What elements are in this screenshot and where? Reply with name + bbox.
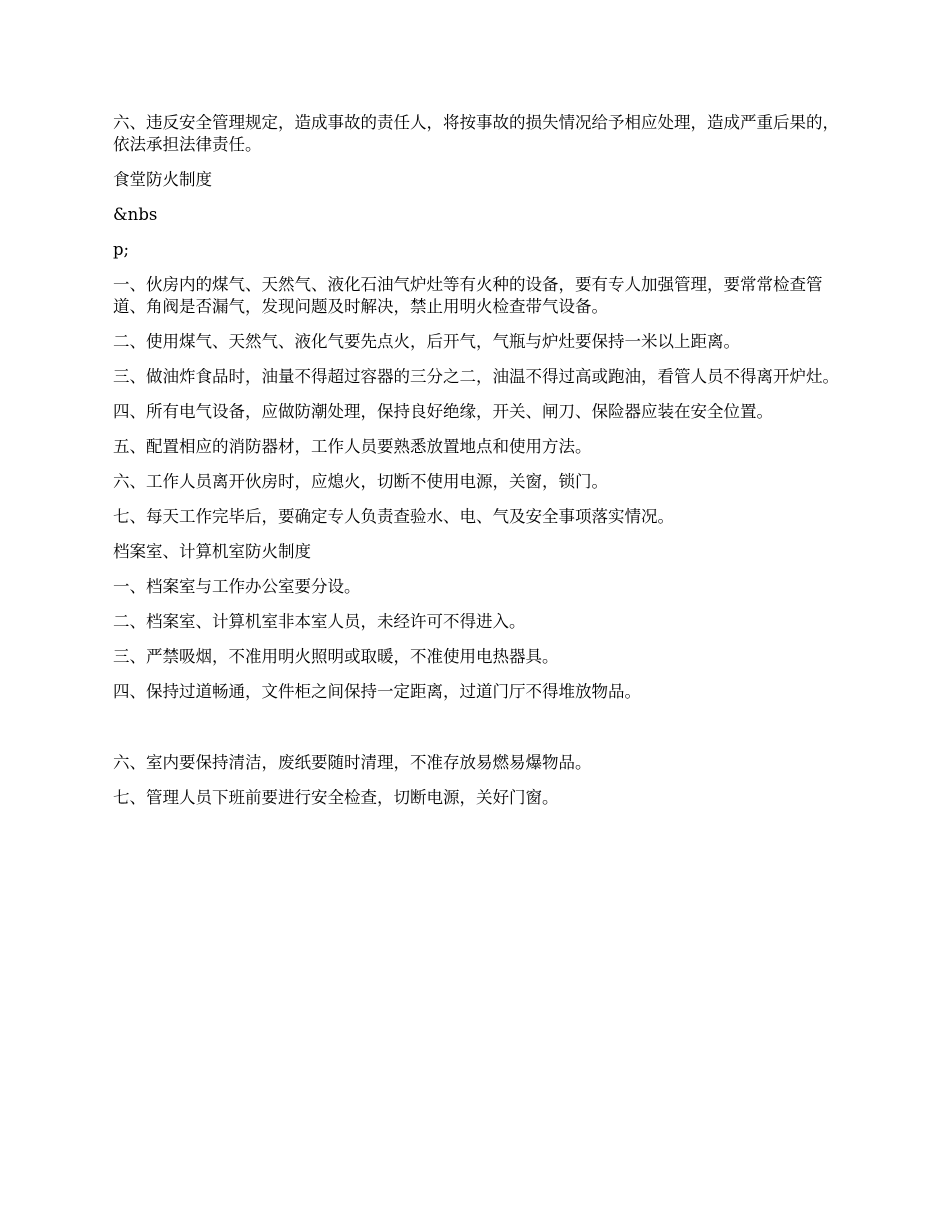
- archive-rule-1: 一、档案室与工作办公室要分设。: [113, 577, 361, 596]
- document-page: [113, 112, 843, 822]
- canteen-rule-5: 五、配置相应的消防器材，工作人员要熟悉放置地点和使用方法。: [113, 437, 592, 456]
- canteen-rule-4: 四、所有电气设备，应做防潮处理，保持良好绝缘，开关、闸刀、保险器应装在安全位置。: [113, 402, 773, 421]
- canteen-rule-2: 二、使用煤气、天然气、液化气要先点火，后开气，气瓶与炉灶要保持一米以上距离。: [113, 332, 740, 351]
- heading-canteen-fire-rules: 食堂防火制度: [113, 170, 212, 189]
- blank-gap: [113, 716, 843, 752]
- stray-text-p: p;: [113, 240, 130, 259]
- archive-rule-2: 二、档案室、计算机室非本室人员，未经许可不得进入。: [113, 612, 526, 631]
- archive-rule-4: 四、保持过道畅通，文件柜之间保持一定距离，过道门厅不得堆放物品。: [113, 682, 641, 701]
- canteen-rule-7: 七、每天工作完毕后，要确定专人负责查验水、电、气及安全事项落实情况。: [113, 507, 674, 526]
- heading-archive-computer-room-fire-rules: 档案室、计算机室防火制度: [113, 542, 311, 561]
- canteen-rule-3: 三、做油炸食品时，油量不得超过容器的三分之二，油温不得过高或跑油，看管人员不得离开炉灶。: [113, 367, 839, 386]
- paragraph-liability: 六、违反安全管理规定，造成事故的责任人，将按事故的损失情况给予相应处理，造成严重后果的，依法承担法律责任。: [113, 113, 839, 154]
- canteen-rule-6: 六、工作人员离开伙房时，应熄火，切断不使用电源，关窗，锁门。: [113, 472, 608, 491]
- archive-rule-7: 七、管理人员下班前要进行安全检查，切断电源，关好门窗。: [113, 788, 559, 807]
- archive-rule-6: 六、室内要保持清洁，废纸要随时清理，不准存放易燃易爆物品。: [113, 753, 592, 772]
- canteen-rule-1: 一、伙房内的煤气、天然气、液化石油气炉灶等有火种的设备，要有专人加强管理，要常常检查管道、角阀是否漏气，发现问题及时解决，禁止用明火检查带气设备。: [113, 275, 823, 316]
- archive-rule-3: 三、严禁吸烟，不准用明火照明或取暖，不准使用电热器具。: [113, 647, 559, 666]
- stray-text-nbs: &nbs: [113, 205, 158, 224]
